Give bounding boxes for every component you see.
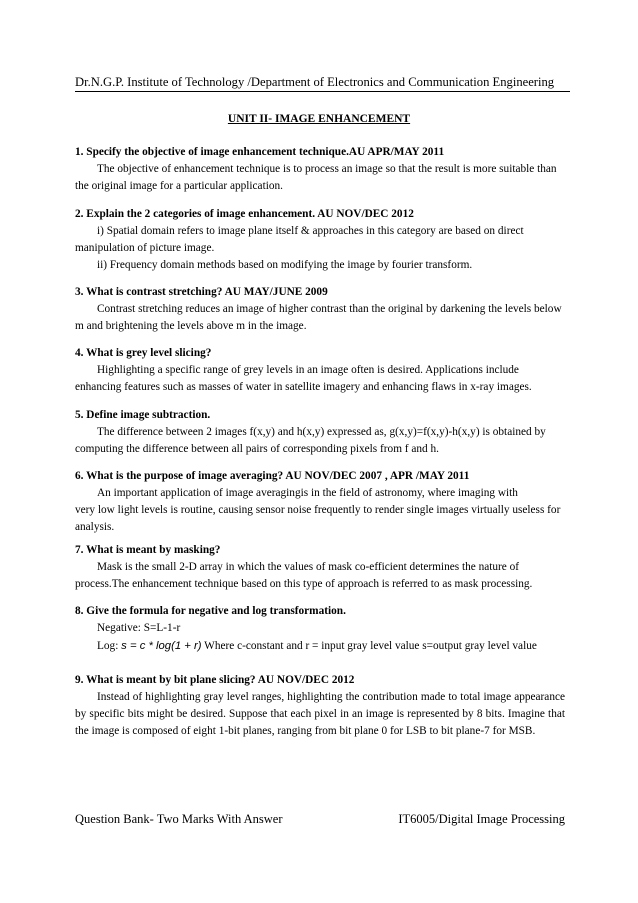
answer-text: i) Spatial domain refers to image plane itself & approaches in this category are based on direct manipulation of picture image. xyxy=(75,225,524,254)
answer-text: The difference between 2 images f(x,y) and h(x,y) expressed as, g(x,y)=f(x,y)-h(x,y) is obtained by computing the difference between all pairs of corresponding pixels from f and h. xyxy=(75,426,546,455)
answer-text: very low light levels is routine, causing sensor noise frequently to render single images virtually useless for analysis. xyxy=(75,504,561,533)
question-4 xyxy=(75,345,565,396)
question-1 xyxy=(75,144,565,195)
answer-text: An important application of image averagingis in the field of astronomy, where imaging with xyxy=(97,487,518,499)
log-formula: s = c * log(1 + r) xyxy=(121,640,202,652)
question-7 xyxy=(75,542,565,593)
question-title: 8. Give the formula for negative and log transformation. xyxy=(75,605,346,617)
question-8 xyxy=(75,603,565,655)
question-title: 3. What is contrast stretching? AU MAY/JUNE 2009 xyxy=(75,286,328,298)
question-5 xyxy=(75,407,565,458)
question-title: 6. What is the purpose of image averaging? AU NOV/DEC 2007 , APR /MAY 2011 xyxy=(75,470,470,482)
page-header: Dr.N.G.P. Institute of Technology /Department of Electronics and Communication Engineering xyxy=(75,74,570,92)
question-title: 9. What is meant by bit plane slicing? AU NOV/DEC 2012 xyxy=(75,674,355,686)
answer-text: The objective of enhancement technique is to process an image so that the result is more suitable than the original image for a particular application. xyxy=(75,163,557,192)
answer-text: ii) Frequency domain methods based on modifying the image by fourier transform. xyxy=(97,259,473,271)
question-title: 2. Explain the 2 categories of image enhancement. AU NOV/DEC 2012 xyxy=(75,208,414,220)
question-2 xyxy=(75,206,565,274)
question-title: 4. What is grey level slicing? xyxy=(75,347,212,359)
question-title: 7. What is meant by masking? xyxy=(75,544,221,556)
question-3 xyxy=(75,284,565,335)
log-description: Where c-constant and r = input gray level value s=output gray level value xyxy=(201,640,537,652)
unit-title: UNIT II- IMAGE ENHANCEMENT xyxy=(227,113,411,125)
question-6 xyxy=(75,468,565,536)
answer-text: Negative: S=L-1-r xyxy=(97,622,181,634)
log-formula-line xyxy=(75,638,565,655)
footer-left: Question Bank- Two Marks With Answer xyxy=(75,812,283,826)
answer-text: Instead of highlighting gray level ranges, highlighting the contribution made to total image appearance by specific bits might be desired. Suppose that each pixel in an image is represented by 8 bits. Imagine that the image is composed of eight 1-bit planes, ranging from bit plane 0 for LSB to bit plane-7 for MSB. xyxy=(75,691,565,737)
answer-text: Contrast stretching reduces an image of higher contrast than the original by darkening the levels below m and brightening the levels above m in the image. xyxy=(75,303,562,332)
question-title: 1. Specify the objective of image enhancement technique.AU APR/MAY 2011 xyxy=(75,146,445,158)
answer-text: Highlighting a specific range of grey levels in an image often is desired. Applications include enhancing features such as masses of water in satellite imagery and enhancing flaws in x-ray images. xyxy=(75,364,532,393)
question-9 xyxy=(75,672,565,740)
question-title: 5. Define image subtraction. xyxy=(75,409,211,421)
footer-right: IT6005/Digital Image Processing xyxy=(398,812,565,826)
answer-text: Mask is the small 2-D array in which the values of mask co-efficient determines the nature of process.The enhancement technique based on this type of approach is referred to as mask processing. xyxy=(75,561,533,590)
log-label: Log: xyxy=(97,640,122,652)
